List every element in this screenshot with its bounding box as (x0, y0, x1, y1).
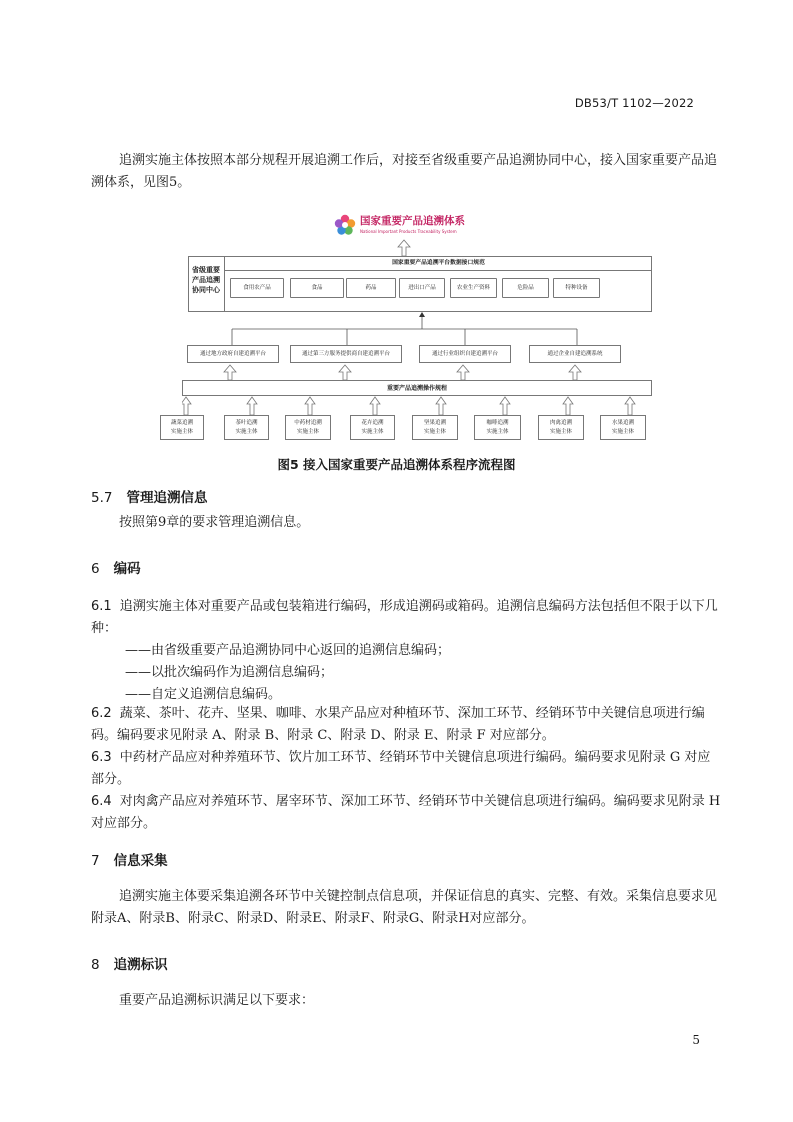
subject-box: 花卉追溯 实施主体 (350, 415, 395, 440)
list-item: ——自定义追溯信息编码。 (125, 687, 282, 702)
platform-box: 通过地方政府自建追溯平台 (187, 345, 279, 363)
subject-box: 咖啡追溯 实施主体 (474, 415, 521, 440)
page-number: 5 (692, 1033, 700, 1047)
list-item: ——以批次编码作为追溯信息编码； (125, 665, 334, 680)
list-item: ——由省级重要产品追溯协同中心返回的追溯信息编码； (125, 643, 451, 658)
traceability-flow-diagram (170, 210, 654, 442)
logo-title: 国家重要产品追溯体系 (360, 215, 465, 227)
diagram-connectors (182, 210, 654, 442)
section-heading-7: 7 信息采集 (91, 853, 168, 869)
category-box: 食用农产品 (230, 278, 284, 298)
platform-box: 通过企业自建追溯系统 (529, 345, 621, 363)
section-5-7-body: 按照第9章的要求管理追溯信息。 (119, 515, 310, 530)
subject-box: 水果追溯 实施主体 (600, 415, 646, 440)
subject-box: 茶叶追溯 实施主体 (224, 415, 269, 440)
figure-caption: 图5 接入国家重要产品追溯体系程序流程图 (277, 457, 516, 472)
clause-6-2: 6.2 蔬菜、茶叶、花卉、坚果、咖啡、水果产品应对种植环节、深加工环节、经销环节中关键信息项进行编码。编码要求见附录 A、附录 B、附录 C、附录 D、附录 E、附录 F 对应部分。 (91, 706, 705, 743)
standard-code: DB53/T 1102—2022 (574, 96, 694, 110)
section-heading-5-7: 5.7 管理追溯信息 (91, 490, 208, 506)
up-arrow-icon (398, 240, 410, 256)
category-box: 进出口产品 (399, 278, 445, 298)
intro-paragraph: 追溯实施主体按照本部分规程开展追溯工作后，对接至省级重要产品追溯协同中心，接入国家重要产品追溯体系，见图5。 (91, 153, 718, 190)
section-8-body: 重要产品追溯标识满足以下要求： (119, 993, 315, 1008)
section-heading-6: 6 编码 (91, 561, 141, 577)
category-box: 食品 (290, 278, 344, 298)
operation-spec-box: 重要产品追溯操作规程 (182, 380, 652, 396)
provincial-center-label: 省级重要 产品追溯 协同中心 (188, 256, 225, 312)
category-box: 农业生产资料 (450, 278, 497, 298)
subject-box: 中药材追溯 实施主体 (285, 415, 331, 440)
category-box: 药品 (346, 278, 396, 298)
platform-box: 通过第三方服务提供商自建追溯平台 (290, 345, 402, 363)
clause-6-3: 6.3 中药材产品应对种养殖环节、饮片加工环节、经销环节中关键信息项进行编码。编码要求见附录 G 对应部分。 (91, 750, 711, 787)
clause-6-1: 6.1 追溯实施主体对重要产品或包装箱进行编码，形成追溯码或箱码。追溯信息编码方法包括但不限于以下几种： (91, 599, 718, 636)
section-7-body: 追溯实施主体要采集追溯各环节中关键控制点信息项，并保证信息的真实、完整、有效。采集信息要求见附录A、附录B、附录C、附录D、附录E、附录F、附录G、附录H对应部分。 (91, 889, 718, 926)
subject-box: 蔬菜追溯 实施主体 (160, 415, 204, 440)
category-box: 危险品 (502, 278, 549, 298)
category-box: 特种设备 (553, 278, 600, 298)
subject-box: 肉禽追溯 实施主体 (538, 415, 584, 440)
clause-6-4: 6.4 对肉禽产品应对养殖环节、屠宰环节、深加工环节、经销环节中关键信息项进行编码。编码要求见附录 H 对应部分。 (91, 794, 721, 831)
platform-box: 通过行业组织自建追溯平台 (419, 345, 511, 363)
interface-spec-title: 国家重要产品追溯平台数据接口规范 (225, 256, 652, 271)
subject-box: 坚果追溯 实施主体 (412, 415, 458, 440)
section-heading-8: 8 追溯标识 (91, 957, 168, 973)
logo-subtitle: National Important Products Traceability System (360, 229, 457, 234)
